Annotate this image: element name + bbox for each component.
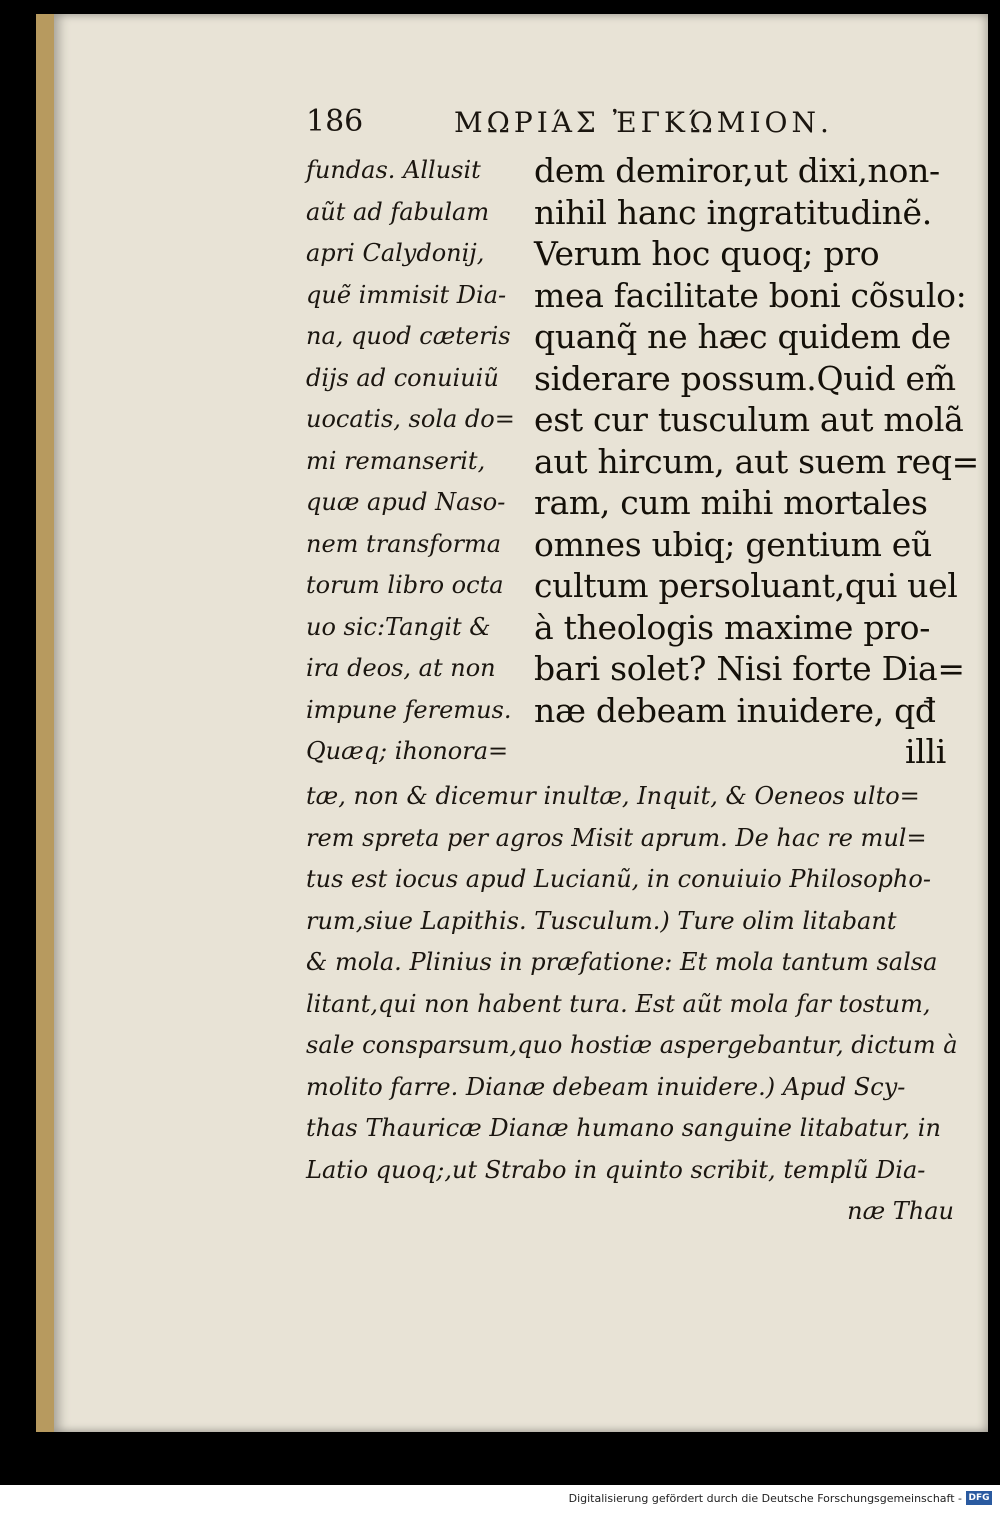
commentary-full-width <box>306 776 958 1233</box>
commentary-line: rem spreta per agros Misit aprum. De hac re mul= <box>306 823 927 852</box>
main-text-line: quanq̃ ne hæc quidem de <box>534 317 951 356</box>
commentary-line: dijs ad conuiuiũ <box>306 363 499 392</box>
main-text-line: aut hircum, aut suem req= <box>534 441 980 481</box>
commentary-line: nem transforma <box>306 529 502 558</box>
main-text-line: est cur tusculum aut molã <box>534 400 964 439</box>
running-title: ΜΩΡΙΆΣ ἘΓΚΏΜΙΟΝ. <box>454 106 833 139</box>
commentary-line: Latio quoq;,ut Strabo in quinto scribit, templũ Dia- <box>306 1155 926 1184</box>
commentary-line: rum,siue Lapithis. Tusculum.) Ture olim litabant <box>306 906 897 935</box>
commentary-line: uo sic:Tangit & <box>306 612 491 641</box>
commentary-line: aũt ad fabulam <box>306 197 490 226</box>
scan-edge <box>988 14 1000 1432</box>
commentary-catchword: næ Thau <box>847 1197 954 1225</box>
commentary-side-column <box>306 150 521 773</box>
commentary-line: mi remanserit, <box>306 446 486 475</box>
commentary-line: thas Thauricæ Dianæ humano sanguine litabatur, in <box>306 1114 941 1142</box>
main-text-line: siderare possum.Quid em̃ <box>534 358 956 398</box>
main-text-line: cultum persoluant,qui uel <box>534 566 958 605</box>
main-text-line: Verum hoc quoq; pro <box>534 234 880 273</box>
commentary-line: uocatis, sola do= <box>306 405 515 433</box>
commentary-line: litant,qui non habent tura. Est aũt mola far tostum, <box>306 989 931 1018</box>
main-text-line: ram, cum mihi mortales <box>534 483 928 522</box>
commentary-line: fundas. Allusit <box>306 156 481 184</box>
main-text-line: illi <box>904 732 946 771</box>
commentary-line: tæ, non & dicemur inultæ, Inquit, & Oeneos ulto= <box>306 782 920 810</box>
commentary-line: quẽ immisit Dia- <box>306 280 507 309</box>
main-text-line: mea facilitate boni cõsulo: <box>534 275 967 315</box>
commentary-line: ira deos, at non <box>306 654 496 682</box>
commentary-line: torum libro octa <box>306 571 504 599</box>
dfg-logo: DFG <box>966 1491 992 1505</box>
main-text-line: omnes ubiq; gentium eũ <box>534 524 932 564</box>
commentary-line: molito farre. Dianæ debeam inuidere.) Apud Scy- <box>306 1072 906 1101</box>
main-text-line: næ debeam inuidere, qđ <box>534 690 936 730</box>
main-text-line: à theologis maxime pro- <box>534 607 931 647</box>
commentary-line: impune feremus. <box>306 695 512 724</box>
funding-credit: Digitalisierung gefördert durch die Deutsche Forschungsgemeinschaft - <box>568 1492 962 1505</box>
page-header <box>306 104 946 146</box>
commentary-line: sale consparsum,quo hostiæ aspergebantur, dictum à <box>306 1031 958 1059</box>
commentary-line: tus est iocus apud Lucianũ, in conuiuio Philosopho- <box>306 865 931 893</box>
commentary-line: na, quod cæteris <box>306 322 511 350</box>
page-number: 186 <box>306 104 364 139</box>
commentary-line: Quæq; ihonora= <box>306 737 509 765</box>
main-text-line: dem demiror,ut dixi,non- <box>534 151 940 190</box>
commentary-line: & mola. Plinius in præfatione: Et mola tantum salsa <box>306 948 938 976</box>
commentary-line: apri Calydonij, <box>306 239 485 267</box>
main-text-column <box>534 150 980 773</box>
commentary-line: quæ apud Naso- <box>306 488 506 516</box>
main-text-line: bari solet? Nisi forte Dia= <box>534 649 965 688</box>
main-text-line: nihil hanc ingratitudinẽ. <box>534 192 932 232</box>
